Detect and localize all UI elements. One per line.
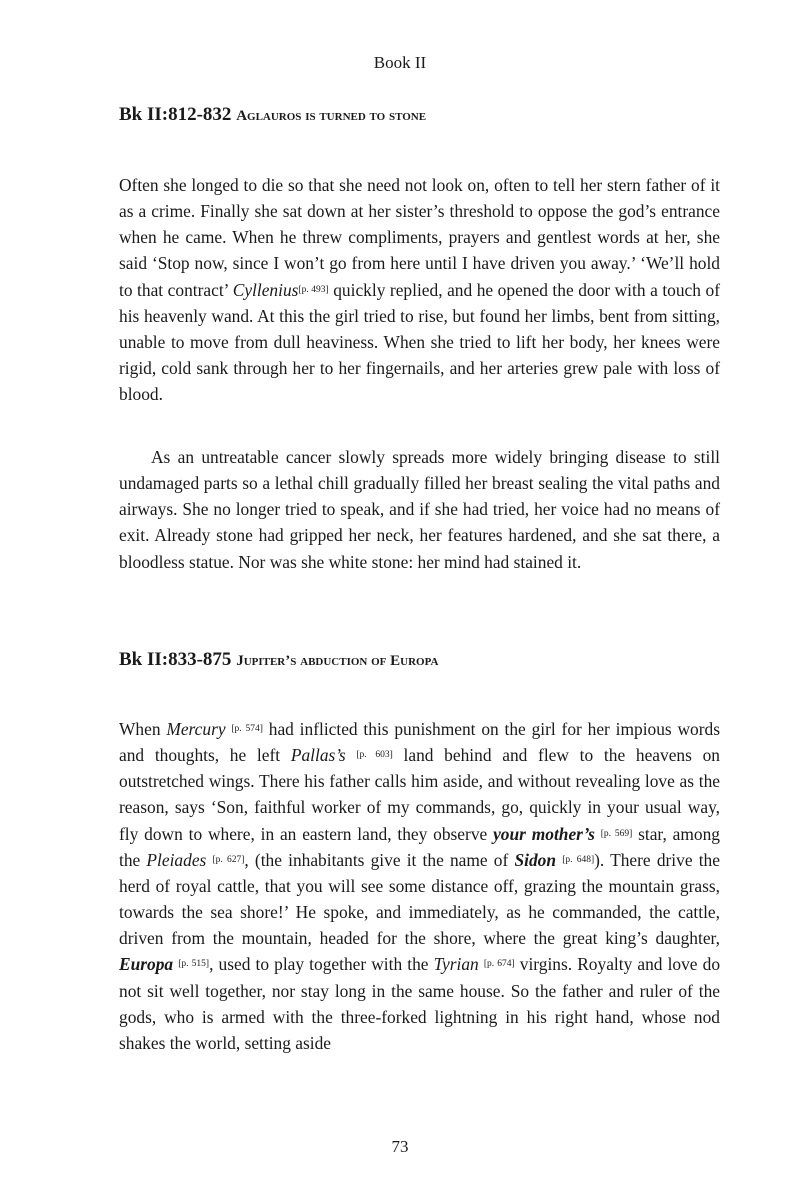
text-run: Often she longed to die so that she need not look on, often to tell her stern father of it as a crime. Finally she sat down at her sister’s threshold to oppose the god’s entrance when he came. When he threw compliments, prayers and gentlest words at her, she said ‘Stop now, since I won’t go from here until I have driven you away.’ ‘We’ll hold to that contract’ [119,175,720,300]
proper-name: Pleiades [146,849,207,870]
page-reference: [p. 569] [600,828,633,839]
page-number: 73 [391,1137,409,1156]
text-run: star, among the [119,823,721,870]
text-run: virgins. Royalty and love do not sit well together, nor stay long in the same house. So the father and ruler of the gods, who is armed with the three-forked lightning in his right hand, whose nod shakes the world, setting aside [119,954,721,1053]
section-heading-aglauros [119,103,719,128]
section-title: Aglauros is turned to stone [236,108,427,124]
page-reference: [p. 493] [298,284,329,295]
index-link-cyllenius[interactable] [233,280,329,300]
text-run: land behind and flew to the heavens on outstretched wings. There his father calls him aside, and without revealing love as the reason, says ‘Son, faithful worker of my commands, go, quickly in your usual way, fly down to where, in an eastern land, they observe [119,745,721,844]
text-run: , (the inhabitants give it the name of [244,849,515,870]
proper-name: Europa [119,954,174,975]
index-link-europa[interactable] [119,954,209,974]
index-link-tyrian[interactable] [434,954,515,974]
body-paragraph: As an untreatable cancer slowly spreads more widely bringing disease to still undamaged parts so a lethal chill gradually filled her breast sealing the vital paths and airways. She no longer tried to speak, and if she had tried, her voice had no means of exit. Already stone had gripped her neck, her features hardened, and she sat there, a bloodless statue. Nor was she white stone: her mind had stained it. [119,447,720,572]
text-run: had inflicted this punishment on the girl for her impious words and thoughts, he left [119,719,721,766]
section-line-ref: Bk II:812-832 [119,104,232,125]
page-reference: [p. 603] [356,750,393,761]
text-run: When [119,719,167,739]
proper-name: Tyrian [433,954,479,975]
text-run: quickly replied, and he opened the door with a touch of his heavenly wand. At this the girl tried to rise, but found her limbs, bent from sitting, unable to move from dull heaviness. When she tried to lift her body, her knees were rigid, cold sank through her to her fingernails, and her arteries grew pale with loss of blood. [119,279,720,405]
index-link-sidon[interactable] [514,850,594,870]
proper-name: Cyllenius [232,279,299,300]
body-paragraph [119,716,720,1056]
index-link-mercury[interactable] [166,719,263,739]
proper-name: Mercury [166,719,226,739]
section-line-ref: Bk II:833-875 [119,649,232,670]
index-link-pleiades[interactable] [146,850,244,870]
page-reference: [p. 515] [178,959,210,970]
section-title: Jupiter’s abduction of Europa [236,653,439,669]
index-link-pallas[interactable] [291,745,393,765]
proper-name: Sidon [514,849,557,870]
proper-name: your mother’s [493,823,595,844]
page-reference: [p. 574] [231,724,263,734]
section-heading-europa [119,648,719,673]
running-head: Book II [373,53,427,72]
proper-name: Pallas’s [290,745,346,766]
text-run: , used to play together with the [209,954,434,975]
page-reference: [p. 627] [212,854,245,865]
index-link-your-mothers[interactable] [493,824,632,844]
body-paragraph [119,172,720,407]
text-run: ). There drive the herd of royal cattle, that you will see some distance off, grazing the mountain grass, towards the sea shore!’ He spoke, and immediately, as he commanded, the cattle, driven from the mountain, headed for the shore, where the great king’s daughter, [119,849,720,949]
page-reference: [p. 674] [483,959,515,970]
page-reference: [p. 648] [562,854,595,865]
